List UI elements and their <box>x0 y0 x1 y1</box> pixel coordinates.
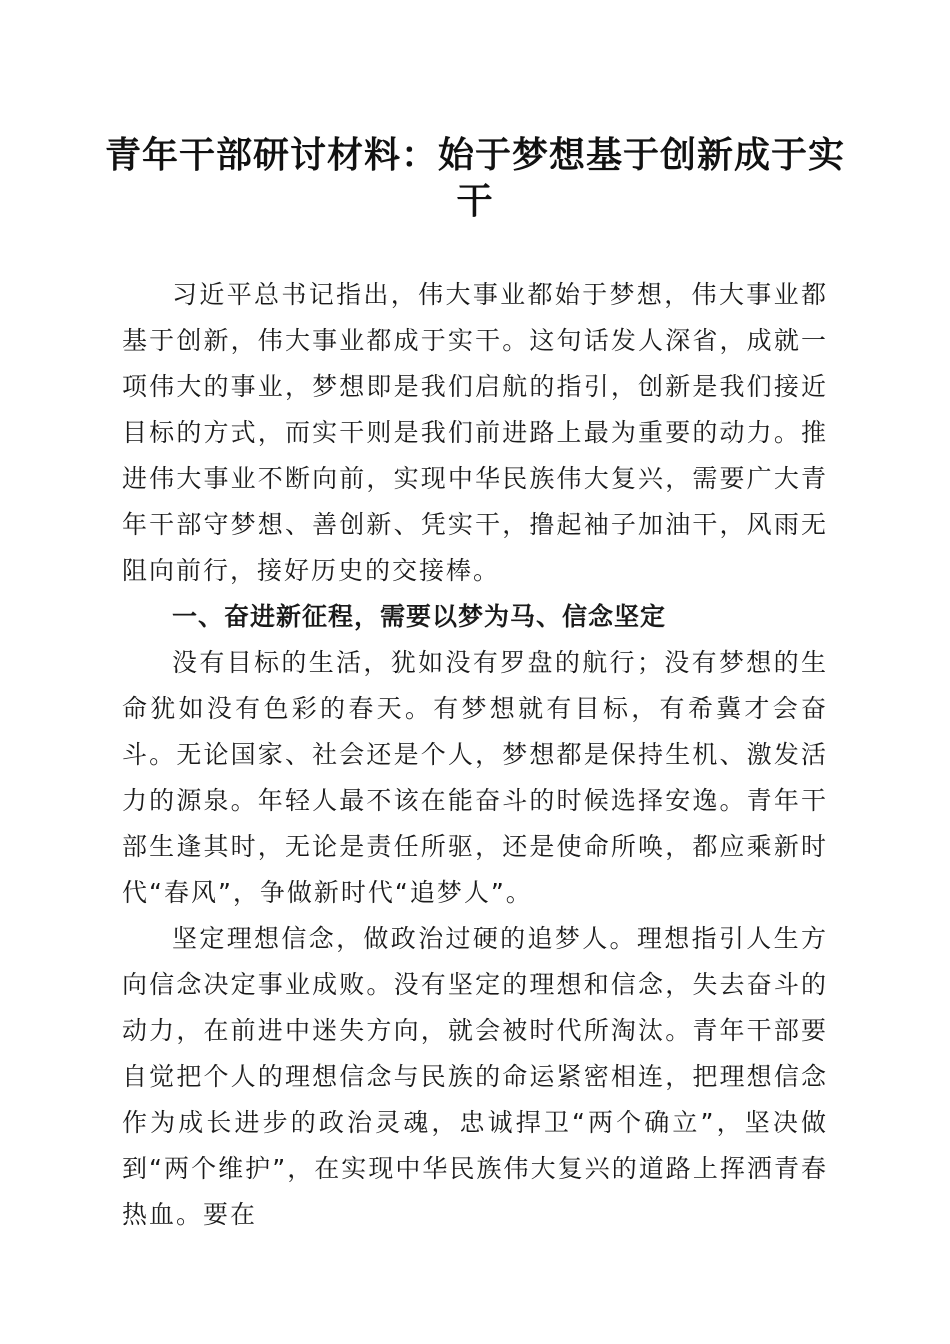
section-paragraph-2: 坚定理想信念，做政治过硬的追梦人。理想指引人生方向信念决定事业成败。没有坚定的理想和信念，失去奋斗的动力，在前进中迷失方向，就会被时代所淘汰。青年干部要自觉把个人的理想信念与民族的命运紧密相连，把理想信念作为成长进步的政治灵魂，忠诚捍卫“两个确立”，坚决做到“两个维护”，在实现中华民族伟大复兴的道路上挥洒青春热血。要在 <box>122 924 828 1229</box>
section-heading: 一、奋进新征程，需要以梦为马、信念坚定 <box>172 602 667 631</box>
section-paragraph-1: 没有目标的生活，犹如没有罗盘的航行；没有梦想的生命犹如没有色彩的春天。有梦想就有目标，有希冀才会奋斗。无论国家、社会还是个人，梦想都是保持生机、激发活力的源泉。年轻人最不该在能奋斗的时候选择安逸。青年干部生逢其时，无论是责任所驱，还是使命所唤，都应乘新时代“春风”，争做新时代“追梦人”。 <box>122 648 828 907</box>
document-body <box>122 272 828 1238</box>
intro-paragraph: 习近平总书记指出，伟大事业都始于梦想，伟大事业都基于创新，伟大事业都成于实干。这句话发人深省，成就一项伟大的事业，梦想即是我们启航的指引，创新是我们接近目标的方式，而实干则是我们前进路上最为重要的动力。推进伟大事业不断向前，实现中华民族伟大复兴，需要广大青年干部守梦想、善创新、凭实干，撸起袖子加油干，风雨无阻向前行，接好历史的交接棒。 <box>122 280 828 585</box>
document-title: 青年干部研讨材料：始于梦想基于创新成于实干 <box>104 134 845 222</box>
